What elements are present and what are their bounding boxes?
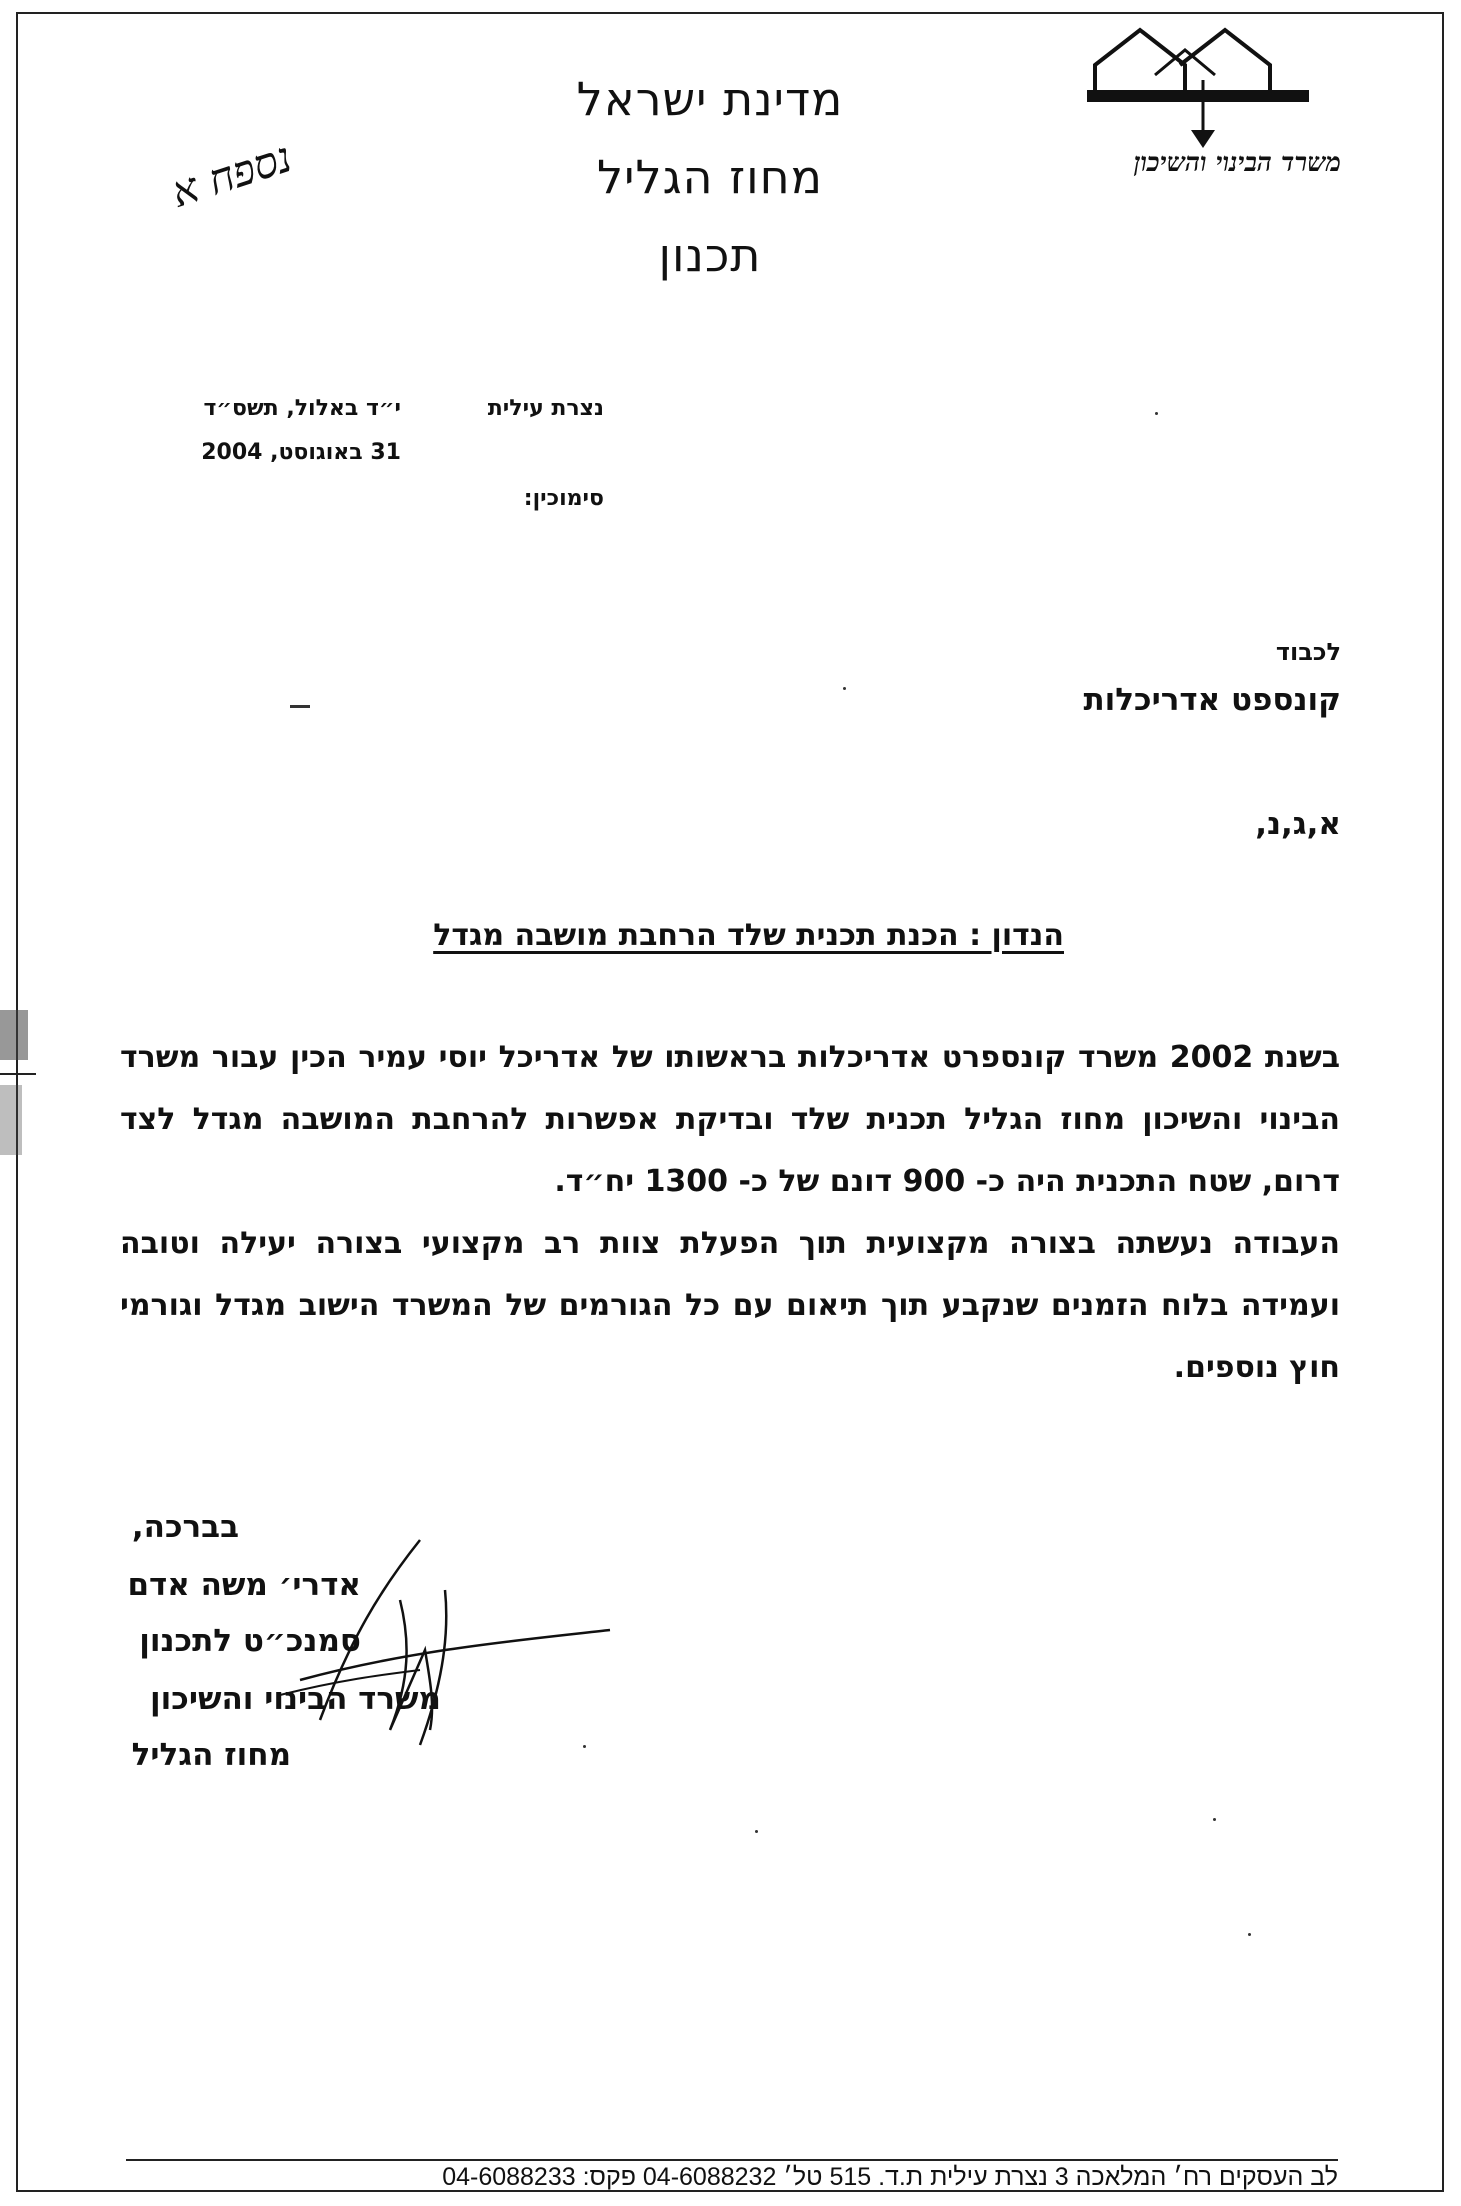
speck [290,705,310,708]
handwritten-signature [260,1530,620,1750]
recipient-honorific: לכבוד [1275,638,1341,666]
signature-name: אדרי׳ משה אדם [127,1567,361,1603]
speck [1155,412,1158,415]
scan-artifact [0,1085,22,1155]
letter-place: נצרת עילית [487,396,604,421]
scan-artifact [0,1073,36,1075]
speck [755,1830,758,1833]
logo-text: משרד הבינוי והשיכון [1133,148,1341,178]
signature-district: מחוז הגליל [131,1737,291,1773]
footer-rule [126,2159,1338,2161]
speck [843,687,846,690]
letter-subject: הנדון : הכנת תכנית שלד הרחבת מושבה מגדל [433,918,1064,953]
speck [1213,1818,1216,1821]
body-paragraph-1: בשנת 2002 משרד קונספרט אדריכלות בראשותו של אדריכל יוסי עמיר הכין עבור משרד הבינוי והשיכון מחוז הגליל תכנית שלד ובדיקת אפשרות להרחבת המושבה מגדל לצד דרום, שטח התכנית היה כ- 900 דונם של כ- 1300 יח״ד. [120,1040,1341,1199]
header-district: מחוז הגליל [597,150,823,204]
speck [1248,1933,1251,1936]
signature-closing: בברכה, [131,1509,239,1545]
letter-hebrew-date: י״ד באלול, תשס״ד [203,396,401,421]
signature-office: משרד הבינוי והשיכון [150,1681,441,1717]
recipient-greeting: א,ג,נ, [1255,806,1341,842]
body-paragraph-2: העבודה נעשתה בצורה מקצועית תוך הפעלת צוות רב מקצועי בצורה יעילה וטובה ועמידה בלוח הזמנים שנקבע תוך תיאום עם כל הגורמים של המשרד הישוב מגדל וגורמי חוץ נוספים. [120,1226,1340,1385]
recipient-name: קונספט אדריכלות [1083,682,1341,718]
houses-logo-icon [1085,20,1315,150]
reference-label: סימוכין: [523,486,604,511]
speck [583,1745,586,1748]
scan-artifact [0,1010,28,1060]
footer-address: לב העסקים רח׳ המלאכה 3 נצרת עילית ת.ד. 515 טל׳ 04-6088232 פקס: 04-6088233 [442,2163,1338,2191]
letter-gregorian-date: 31 באוגוסט, 2004 [201,440,401,465]
signature-title: סמנכ״ט לתכנון [139,1623,361,1659]
header-department: תכנון [658,228,762,282]
header-state: מדינת ישראל [576,72,844,126]
handwritten-annex-note: נספח א [165,132,298,217]
